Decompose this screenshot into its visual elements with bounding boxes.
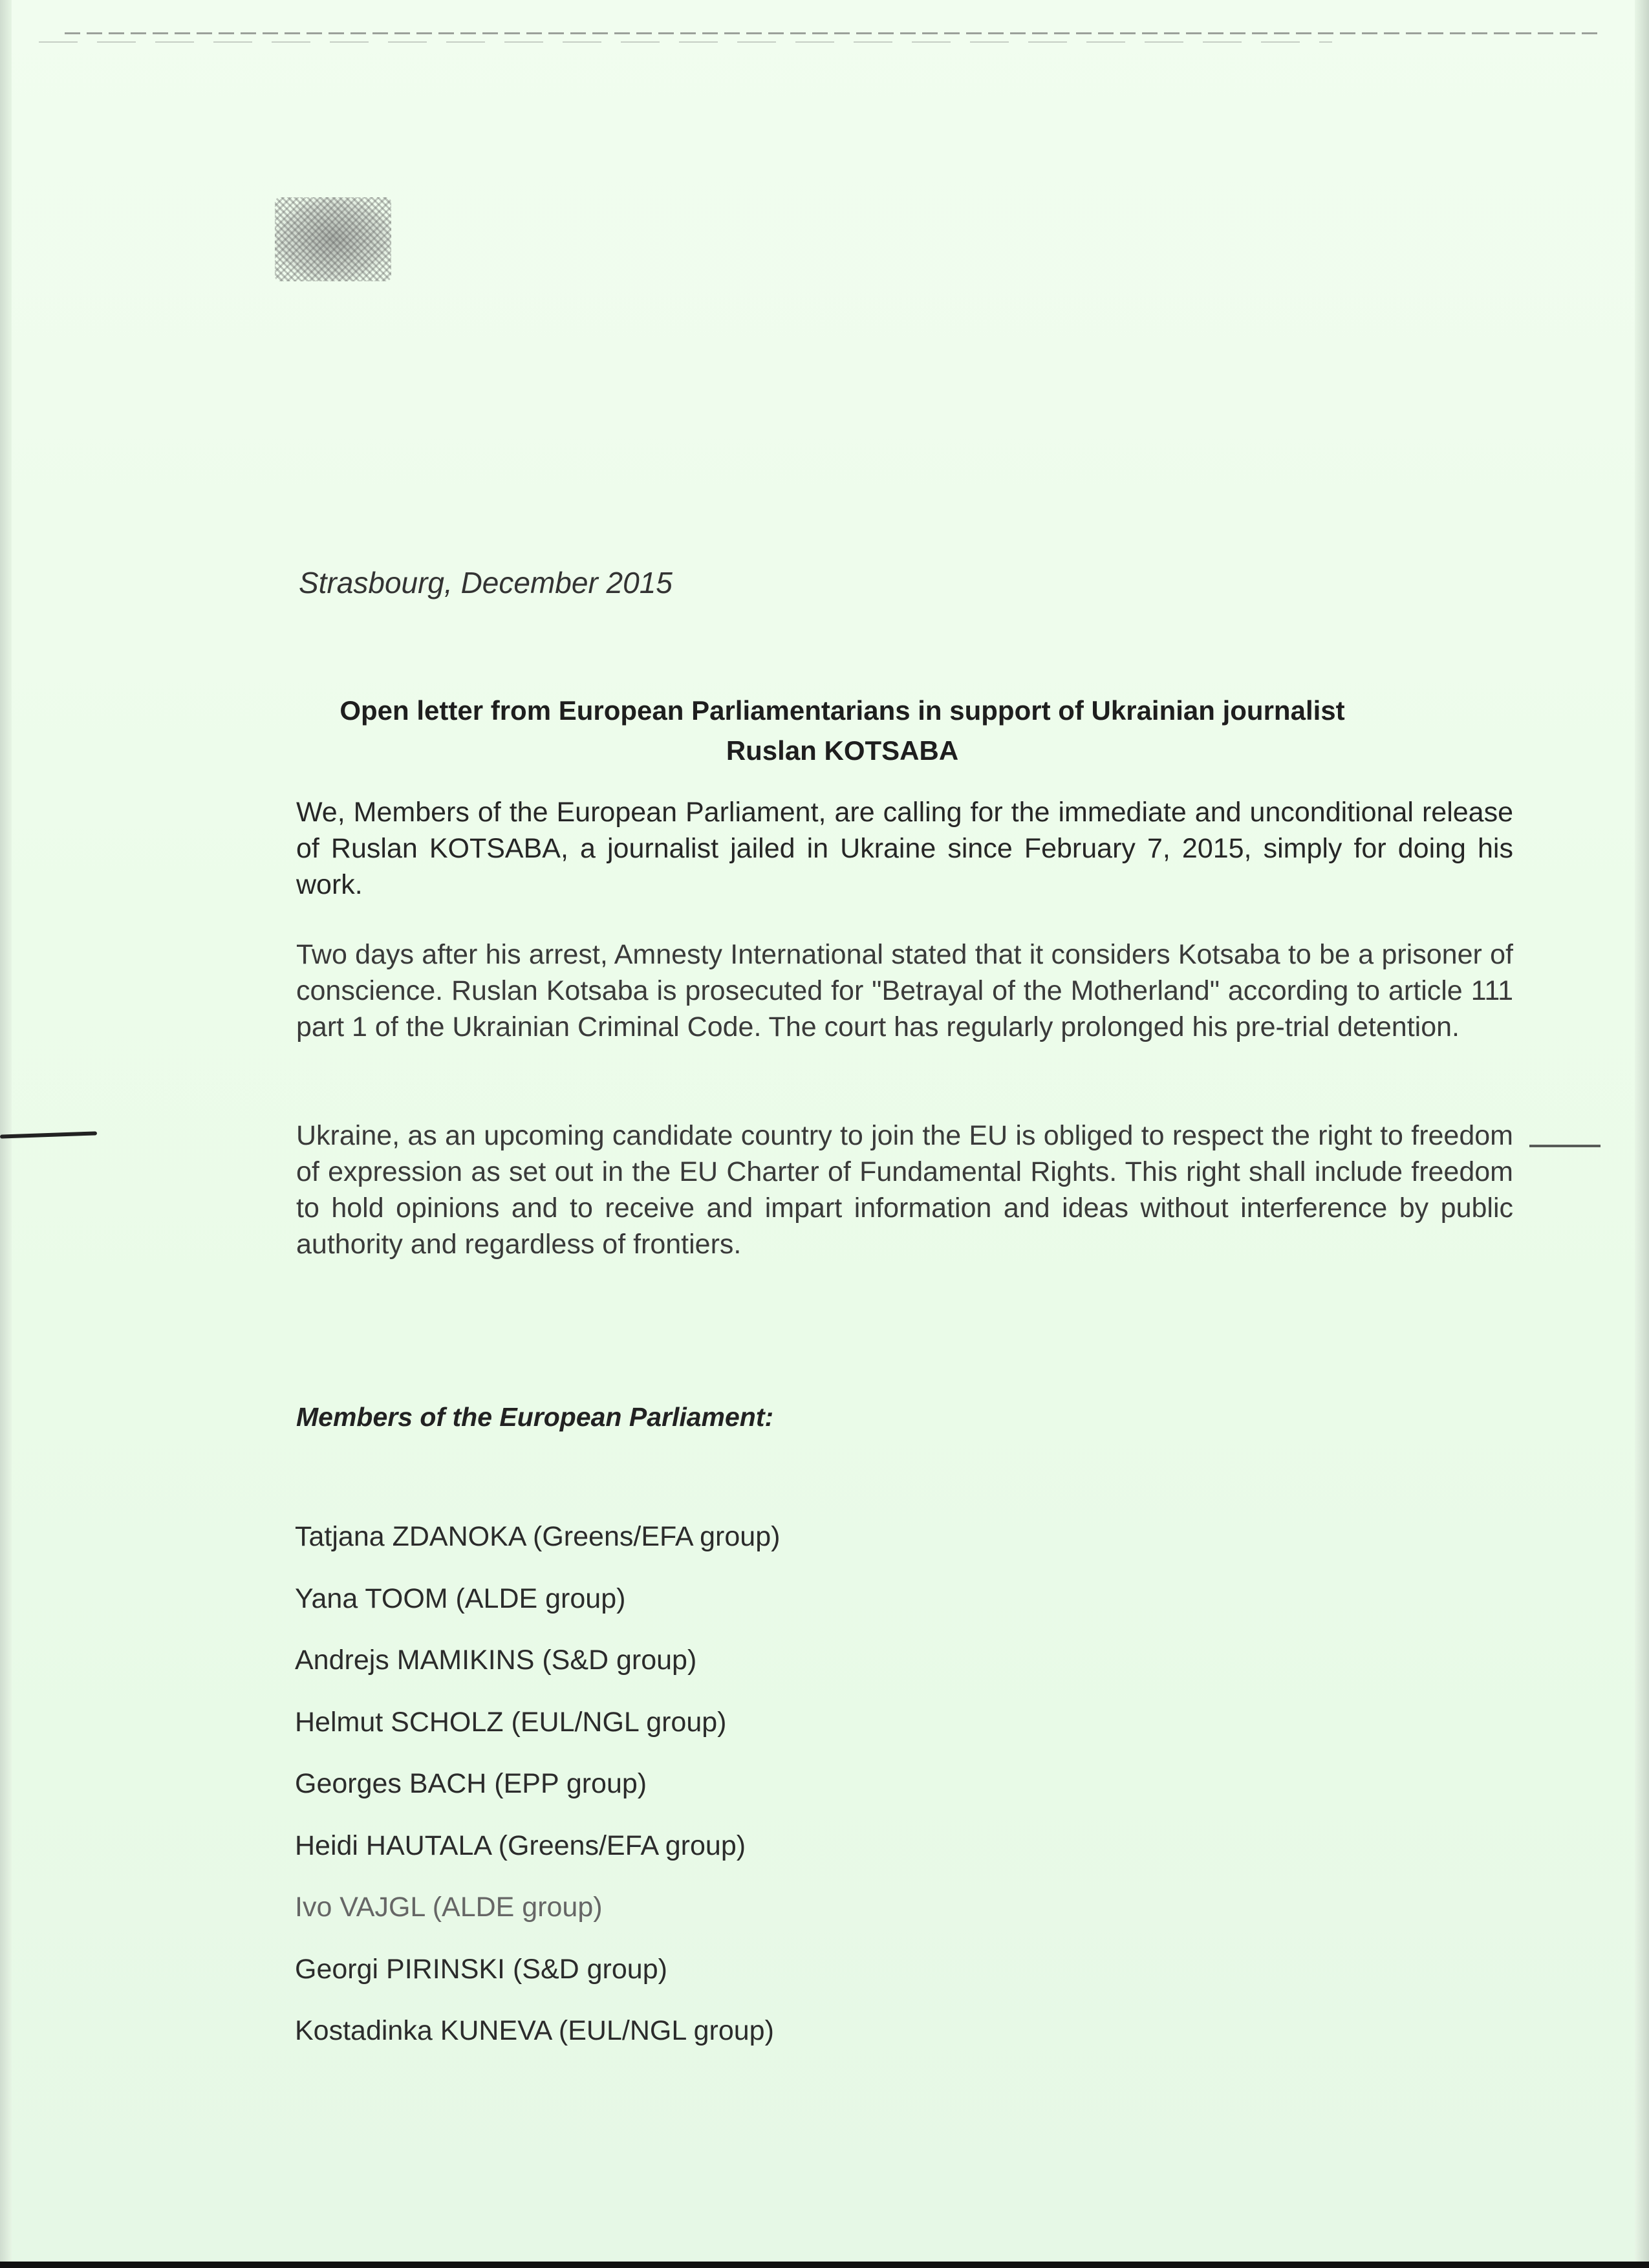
signatory-item: Yana TOOM (ALDE group) (295, 1582, 626, 1614)
members-heading: Members of the European Parliament: (296, 1402, 774, 1432)
paragraph-amnesty: Two days after his arrest, Amnesty International stated that it considers Kotsaba to be a prisoner of conscience. Ruslan Kotsaba is prosecuted for "Betrayal of the Motherland" according to article 111 part 1 of the Ukrainian Criminal Code. The court has regularly prolonged his pre-trial detention. (296, 939, 1513, 1042)
paragraph-release-call: We, Members of the European Parliament, are calling for the immediate and unconditional release of Ruslan KOTSABA, a journalist jailed in Ukraine since February 7, 2015, simply for doing his work. (296, 797, 1513, 900)
signatory-item: Georgi PIRINSKI (S&D group) (295, 1953, 667, 1985)
parliament-emblem-icon (275, 197, 391, 281)
header-rule-secondary (39, 41, 1332, 43)
scan-artifact-right (1529, 1145, 1600, 1147)
signatory-item: Helmut SCHOLZ (EUL/NGL group) (295, 1706, 727, 1738)
scan-edge-bottom (0, 2262, 1649, 2268)
scan-artifact-left (0, 1131, 97, 1138)
letter-title-line2: Ruslan KOTSABA (726, 735, 959, 766)
signatory-item: Georges BACH (EPP group) (295, 1768, 647, 1799)
signatory-item: Kostadinka KUNEVA (EUL/NGL group) (295, 2015, 774, 2046)
header-rule (65, 32, 1604, 34)
signatory-item: Ivo VAJGL (ALDE group) (295, 1892, 603, 1923)
paragraph-freedom-expression: Ukraine, as an upcoming candidate country to join the EU is obliged to respect the right to freedom of expression as set out in the EU Charter of Fundamental Rights. This right shall include freedom to hold opinions and to receive and impart information and ideas without interference by public authority and regardless of frontiers. (296, 1120, 1513, 1260)
scan-edge-right (1635, 0, 1649, 2268)
signatory-item: Andrejs MAMIKINS (S&D group) (295, 1645, 697, 1676)
signatory-item: Heidi HAUTALA (Greens/EFA group) (295, 1830, 746, 1861)
letter-title (220, 691, 1465, 771)
signatory-item: Tatjana ZDANOKA (Greens/EFA group) (295, 1521, 781, 1552)
letter-title-line1: Open letter from European Parliamentarians in support of Ukrainian journalist (339, 695, 1345, 726)
signatory-list (295, 1521, 780, 2077)
letter-date: Strasbourg, December 2015 (299, 566, 673, 599)
